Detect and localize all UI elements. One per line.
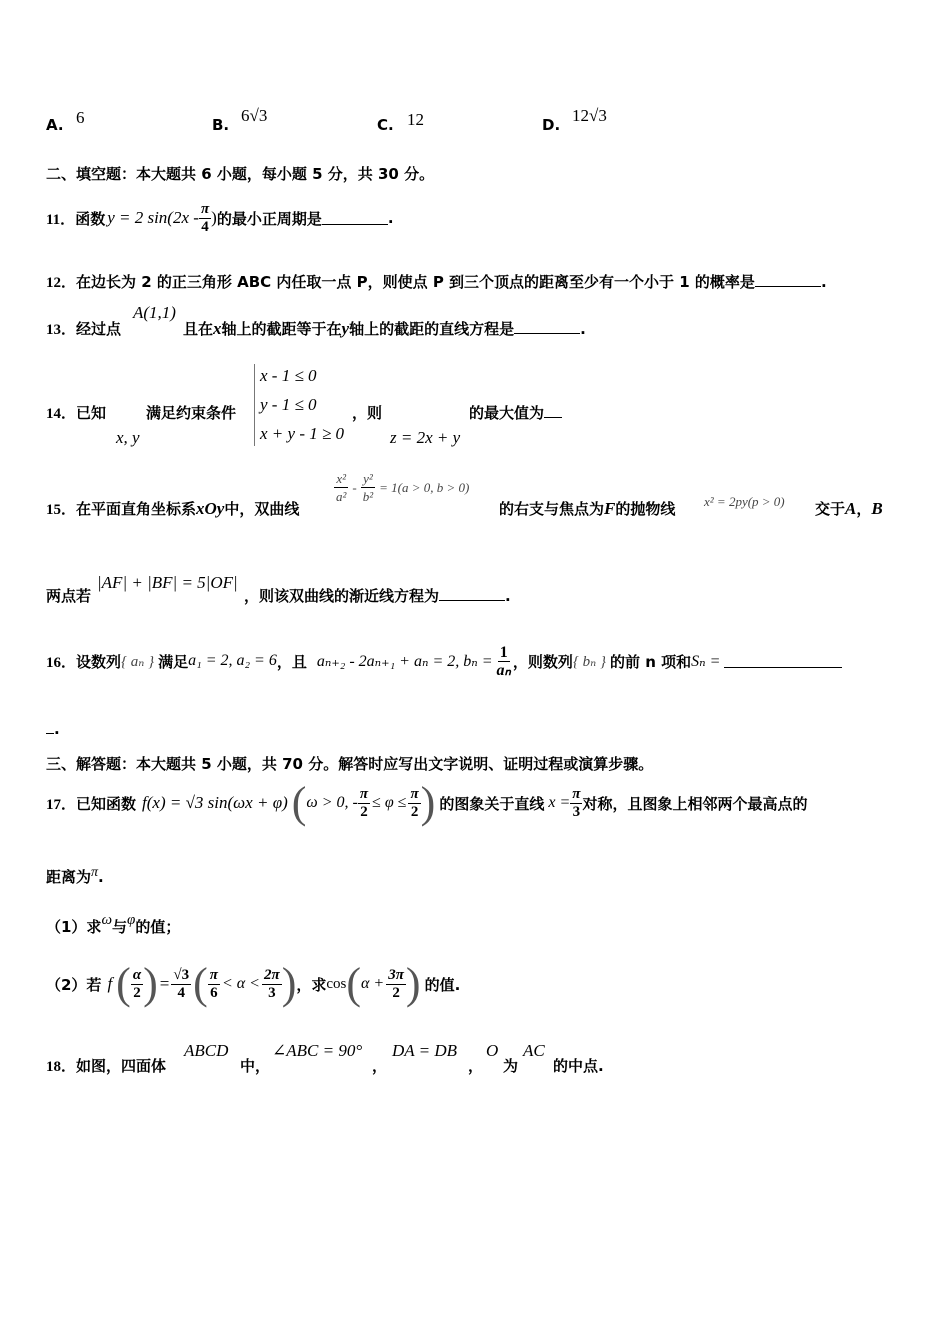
q13-pre: 经过点 (76, 320, 122, 338)
question-13 (46, 318, 121, 339)
question-16: 16． 设数列 { aₙ } 满足 a₁ = 2, a₂ = 6 ，且 aₙ₊₂ - 2aₙ₊₁ + aₙ = 2, bₙ = $\frac{1}{\text{aₙ}}$ ，则数列 { bₙ } 的前 n 项和 Sₙ = (46, 634, 842, 688)
q14-mid: 满足约束条件 (146, 404, 237, 422)
q15-xoy: xOy (196, 499, 225, 518)
q18-abcd: ABCD (184, 1041, 229, 1060)
q17-function: f(x) = √3 sin(ωx + φ) (142, 793, 288, 812)
q16-bn-frac: $\frac{1}{\text{aₙ}}$ (496, 643, 511, 679)
q14-system-brace (254, 364, 255, 446)
q18-mid1: 中， (240, 1057, 271, 1075)
q16-wrap: . (46, 720, 60, 738)
q16-initial: a₁ = 2, a₂ = 6 (188, 652, 277, 669)
q11-blank (322, 212, 388, 225)
q14-constraints (260, 361, 344, 448)
option-d-value: 12√3 (572, 106, 607, 125)
q18-number: 18． (46, 1059, 77, 1075)
section3-title: 三、解答题：本大题共 5 小题，共 70 分。解答时应写出文字说明、证明过程或演算步骤。 (46, 755, 654, 773)
q16-seq-b: { bₙ } (572, 653, 606, 670)
q12-text: 在边长为 2 的正三角形 ABC 内任取一点 P，则使点 P 到三个顶点的距离至少有一个小于 1 的概率是 (76, 273, 755, 291)
q14-constraint-3: x + y - 1 ≥ 0 (260, 424, 345, 443)
q14-blank (544, 405, 562, 418)
question-17: 17． 已知函数 f(x) = √3 sin(ωx + φ) ( ω > 0, - $\frac{\pi}{2}$ ≤ φ ≤ $\frac{\pi}{2}$ ) 的图象关于直线 x = $\frac{\pi}{3}$ 对称，且图象上相邻两个最高点的 (46, 778, 808, 827)
q13-rest: 且在x轴上的截距等于在y轴上的截距的直线方程是 . (183, 319, 586, 338)
q14-then: ，则 (352, 404, 383, 422)
q15-line2-pre: 两点若 (46, 587, 92, 605)
option-c-value: 12 (407, 110, 424, 129)
option-c-label: C. (377, 116, 394, 134)
q17-part1: （1）求ω与φ的值； (46, 912, 181, 936)
q12-end: . (820, 273, 827, 291)
question-15: 15．在平面直角坐标系xOy中，双曲线 (46, 499, 300, 518)
question-18: 18．如图，四面体 (46, 1057, 167, 1075)
q18-comma1: ， (372, 1057, 388, 1075)
q11-number: 11． (46, 211, 76, 228)
q12-number: 12． (46, 275, 77, 291)
q18-mid2: 为 (503, 1057, 519, 1075)
q14-constraint-2: y - 1 ≤ 0 (260, 395, 317, 414)
q12-blank (755, 274, 821, 287)
option-b-value: 6√3 (241, 106, 268, 125)
q11-end: . (387, 209, 394, 227)
q17-number: 17． (46, 796, 77, 813)
q17-part2: （2）若 f ( $\frac{\alpha}{2}$ ) = $\frac{√3}{4}$ ( $\frac{\pi}{6}$ < α < $\frac{2\pi}{3}$ ) ，求 cos ( α + $\frac{3\pi}{2}$ ) 的值. (46, 959, 461, 1008)
q17-line2: 距离为π. (46, 865, 104, 886)
q14-objective: z = 2x + y (390, 428, 461, 447)
question-14 (46, 402, 106, 423)
q11-pi-over-4: $\frac{\pi}{4}$ (200, 200, 210, 235)
q15-mid2: 的右支与焦点为F的抛物线 (499, 499, 676, 518)
q15-hyperbola: $\frac{\text{x²}}{\text{a²}}$ - $\frac{\text{y²}}{\text{b²}}$ = 1(a > 0, b > 0) (336, 471, 470, 504)
section2-title: 二、填空题：本大题共 6 小题，每小题 5 分，共 30 分。 (46, 165, 435, 183)
q13-number: 13． (46, 322, 77, 338)
q17-condition: ω > 0, - (306, 794, 358, 811)
q15-parabola: x² = 2py(p > 0) (704, 494, 785, 509)
q15-blank (439, 588, 505, 601)
q11-close: ) (211, 208, 217, 227)
q14-vars: x, y (116, 428, 140, 447)
option-a-label: A. (46, 116, 64, 134)
q18-post: 的中点. (553, 1057, 604, 1075)
q16-blank (724, 655, 842, 668)
q18-o: O (486, 1041, 499, 1060)
q18-angle: ∠ABC = 90° (272, 1041, 363, 1060)
q15-mid4: 交于A，B (815, 499, 883, 518)
q15-number: 15． (46, 502, 77, 518)
q14-constraint-1: x - 1 ≤ 0 (260, 366, 317, 385)
q16-seq-a: { aₙ } (121, 653, 155, 670)
option-b-label: B. (212, 116, 230, 134)
question-11 (46, 196, 394, 240)
option-a-value: 6 (76, 108, 85, 127)
q17-line: x = (548, 794, 571, 811)
q14-number: 14． (46, 406, 77, 422)
q15-line2-post: ，则该双曲线的渐近线方程为 . (244, 587, 511, 605)
q14-post: 的最大值为 (469, 402, 562, 423)
q18-dadb: DA = DB (392, 1041, 457, 1060)
q13-point: A(1,1) (133, 303, 176, 322)
q16-sn: Sₙ = (691, 653, 721, 670)
q13-blank (514, 321, 580, 334)
q18-ac: AC (523, 1041, 545, 1060)
question-12 (46, 271, 827, 292)
option-d-label: D. (542, 116, 561, 134)
q15-line2-formula: |AF| + |BF| = 5|OF| (97, 573, 238, 592)
q16-blank-cont (46, 721, 54, 734)
q16-recurrence: aₙ₊₂ - 2aₙ₊₁ + aₙ = 2, bₙ = (316, 653, 493, 670)
q16-number: 16． (46, 654, 77, 671)
q11-pre: 函数 (75, 209, 106, 228)
q18-comma2: ， (468, 1057, 484, 1075)
q11-formula-lhs: y = 2 sin(2x - (107, 208, 199, 227)
q11-post: 的最小正周期是 (216, 209, 322, 228)
q14-pre: 已知 (76, 404, 107, 422)
